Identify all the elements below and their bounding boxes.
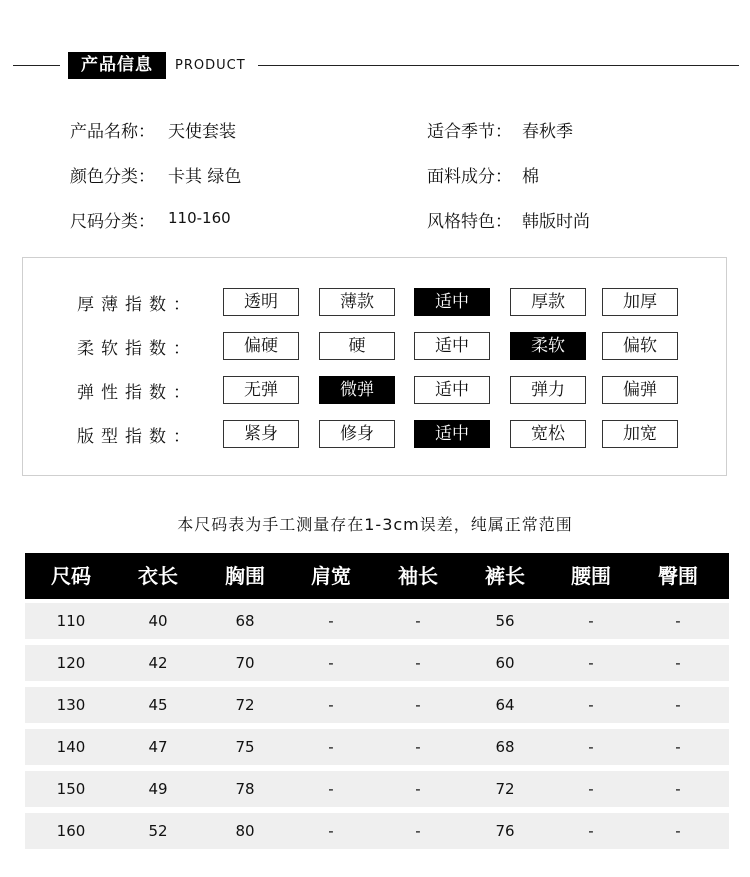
size-table-cell: - [415,696,421,714]
size-table-cell: - [328,780,334,798]
index-option-thickness: 厚款 [510,288,586,316]
size-table-cell: - [328,654,334,672]
size-table-cell: - [588,738,594,756]
index-option-thickness: 透明 [223,288,299,316]
info-label: 尺码分类： [70,212,155,232]
index-option-softness: 适中 [414,332,490,360]
size-table-cell: 56 [495,612,515,630]
size-table-cell: - [415,780,421,798]
size-table-cell: 76 [495,822,515,840]
index-option-elasticity: 偏弹 [602,376,678,404]
size-table-column-header: 尺码 [51,564,91,588]
size-table-cell: - [588,612,594,630]
size-table-cell: - [588,696,594,714]
size-table-cell: - [675,822,681,840]
info-label: 面料成分： [427,167,512,187]
index-option-softness-selected: 柔软 [510,332,586,360]
info-fabric [427,162,539,187]
size-table-column-header: 胸围 [225,564,265,588]
index-label-softness: 柔软指数： [77,339,197,359]
size-table-cell: - [675,780,681,798]
info-value: 天使套装 [168,122,236,142]
size-table-cell: - [588,780,594,798]
size-table-cell: 80 [235,822,255,840]
index-option-elasticity: 适中 [414,376,490,404]
size-table-note: 本尺码表为手工测量存在1-3cm误差，纯属正常范围 [177,515,573,534]
size-table-cell: 70 [235,654,255,672]
size-table-cell: 75 [235,738,255,756]
size-table-cell: 130 [56,696,86,714]
size-table-cell: - [588,822,594,840]
header-divider-left [13,65,60,66]
size-table-cell: 68 [495,738,515,756]
size-table-cell: - [415,612,421,630]
index-option-softness: 偏硬 [223,332,299,360]
info-label: 风格特色： [427,212,512,232]
index-option-softness: 偏软 [602,332,678,360]
size-table-cell: - [328,738,334,756]
size-table-cell: - [675,738,681,756]
index-option-softness: 硬 [319,332,395,360]
size-table-cell: 40 [148,612,168,630]
size-table-cell: - [588,654,594,672]
section-title-badge: 产品信息 [68,52,166,79]
size-table-cell: 42 [148,654,168,672]
size-table-cell: 47 [148,738,168,756]
size-table-cell: - [675,696,681,714]
size-table-cell: - [328,612,334,630]
size-table-cell: 72 [495,780,515,798]
size-table-cell: - [675,654,681,672]
size-table-cell: 68 [235,612,255,630]
info-label: 产品名称： [70,122,155,142]
info-value: 卡其 绿色 [168,167,242,187]
info-label: 颜色分类： [70,167,155,187]
index-label-elasticity: 弹性指数： [77,383,197,403]
index-option-fit-selected: 适中 [414,420,490,448]
size-table-column-header: 肩宽 [311,564,351,588]
size-table-cell: 45 [148,696,168,714]
index-option-elasticity: 弹力 [510,376,586,404]
info-style [427,207,590,232]
index-option-elasticity-selected: 微弹 [319,376,395,404]
index-label-thickness: 厚薄指数： [77,295,197,315]
size-table-cell: - [328,822,334,840]
size-table-column-header: 裤长 [485,564,525,588]
size-table-cell: 150 [56,780,86,798]
size-table-column-header: 臀围 [658,564,698,588]
size-table-cell: 110 [56,612,86,630]
index-option-fit: 紧身 [223,420,299,448]
index-option-thickness: 加厚 [602,288,678,316]
size-table-column-header: 袖长 [398,564,438,588]
size-table-column-header: 腰围 [571,564,611,588]
size-table-cell: 60 [495,654,515,672]
size-table-cell: 52 [148,822,168,840]
info-size-range [70,207,231,232]
size-table-cell: 78 [235,780,255,798]
size-table-column-header: 衣长 [138,564,178,588]
index-option-fit: 宽松 [510,420,586,448]
info-value: 春秋季 [522,122,573,142]
index-option-fit: 加宽 [602,420,678,448]
info-product-name [70,117,236,142]
size-table-cell: - [415,738,421,756]
section-subtitle: PRODUCT [175,58,246,73]
header-divider-right [258,65,739,66]
info-value: 棉 [522,167,539,187]
index-option-fit: 修身 [319,420,395,448]
info-season [427,117,573,142]
size-table-cell: - [675,612,681,630]
size-table-cell: 120 [56,654,86,672]
info-label: 适合季节： [427,122,512,142]
index-option-thickness: 薄款 [319,288,395,316]
index-option-thickness-selected: 适中 [414,288,490,316]
size-table-cell: 49 [148,780,168,798]
info-value: 韩版时尚 [522,212,590,232]
size-table-cell: - [415,822,421,840]
size-table-cell: 140 [56,738,86,756]
index-label-fit: 版型指数： [77,427,197,447]
size-table-cell: 72 [235,696,255,714]
size-table-cell: - [328,696,334,714]
index-option-elasticity: 无弹 [223,376,299,404]
size-table-cell: 160 [56,822,86,840]
size-table-cell: 64 [495,696,515,714]
info-color [70,162,241,187]
size-table-cell: - [415,654,421,672]
info-value: 110-160 [168,209,231,227]
